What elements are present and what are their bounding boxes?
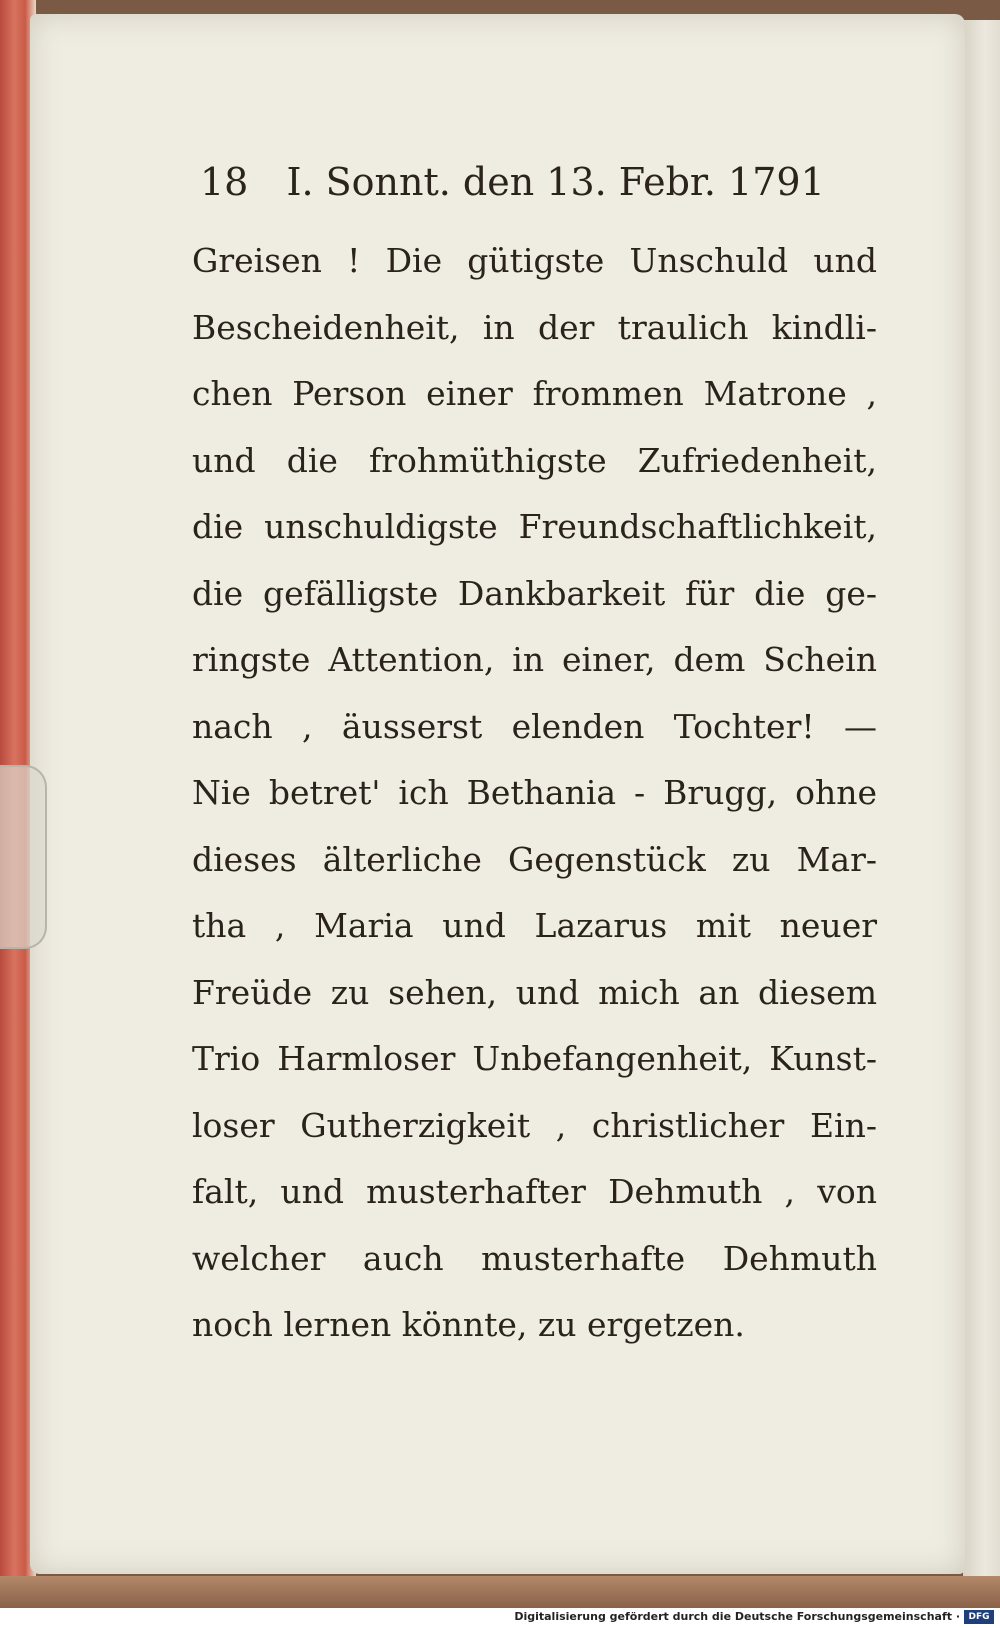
text-line: loser Gutherzigkeit , christlicher Ein- <box>192 1105 877 1145</box>
text-line: Bescheidenheit, in der traulich kindli- <box>192 307 877 347</box>
text-line: falt, und musterhafter Dehmuth , von <box>192 1172 877 1211</box>
text-line: noch lernen könnte, zu ergetzen. <box>192 1305 745 1344</box>
text-line: ringste Attention, in einer, dem Schein <box>192 640 877 679</box>
text-line: die gefälligste Dankbarkeit für die ge- <box>192 573 877 613</box>
running-title: I. Sonnt. den 13. Febr. 1791 <box>286 160 825 204</box>
text-line: Trio Harmloser Unbefangenheit, Kunst- <box>192 1039 877 1078</box>
text-line: chen Person einer frommen Matrone , <box>192 374 877 413</box>
text-line: die unschuldigste Freundschaftlichkeit, <box>192 507 877 546</box>
dfg-logo: DFG <box>964 1610 994 1624</box>
facing-page-edge <box>963 20 1000 1580</box>
text-line: Greisen ! Die gütigste Unschuld und <box>192 241 877 280</box>
text-line: nach , äusserst elenden Tochter! — <box>192 706 877 746</box>
page-header <box>200 160 850 204</box>
funding-credit: Digitalisierung gefördert durch die Deutsche Forschungsgemeinschaft · <box>514 1610 960 1623</box>
text-line: welcher auch musterhafte Dehmuth <box>192 1238 877 1278</box>
text-line: dieses älterliche Gegenstück zu Mar- <box>192 839 877 879</box>
text-line: Nie betret' ich Bethania - Brugg, ohne <box>192 773 877 812</box>
book-bottom-edge <box>0 1576 1000 1608</box>
text-line: Freüde zu sehen, und mich an diesem <box>192 972 877 1012</box>
page-number: 18 <box>200 160 249 204</box>
page-body <box>192 228 877 1359</box>
text-line: und die frohmüthigste Zufriedenheit, <box>192 440 877 480</box>
page-clip <box>0 765 47 949</box>
text-line: tha , Maria und Lazarus mit neuer <box>192 906 877 945</box>
footer-bar <box>0 1608 1000 1628</box>
